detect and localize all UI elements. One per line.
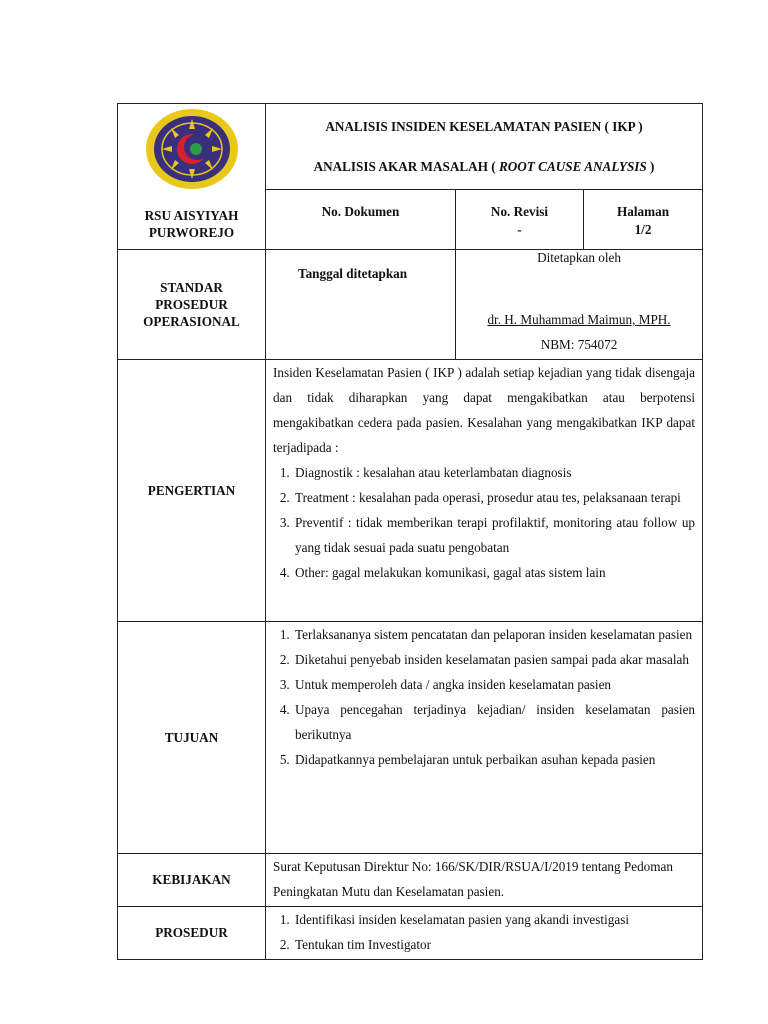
list-item: 4. Other: gagal melakukan komunikasi, gagal atas sistem lain: [293, 560, 695, 585]
tanggal-ditetapkan-label: Tanggal ditetapkan: [298, 266, 408, 281]
sop-table: [117, 103, 703, 960]
kebijakan-label: KEBIJAKAN: [152, 872, 231, 887]
halaman-cell: [584, 190, 703, 250]
document-title-cell: [266, 104, 703, 190]
list-item: 5. Didapatkannya pembelajaran untuk perbaikan asuhan kepada pasien: [293, 747, 695, 772]
no-dokumen-cell: [266, 190, 456, 250]
document-subtitle: ANALISIS AKAR MASALAH ( ROOT CAUSE ANALYSIS ): [313, 158, 655, 174]
hospital-identity-cell: [118, 104, 266, 250]
hospital-name-line2: PURWOREJO: [148, 224, 235, 240]
pengertian-content: [266, 360, 703, 622]
list-item: 1. Terlaksananya sistem pencatatan dan pelaporan insiden keselamatan pasien: [293, 622, 695, 647]
hospital-logo-icon: [144, 107, 240, 191]
kebijakan-label-cell: [118, 854, 266, 907]
document-title: ANALISIS INSIDEN KESELAMATAN PASIEN ( IKP ): [325, 118, 643, 134]
list-item: 2. Diketahui penyebab insiden keselamatan pasien sampai pada akar masalah: [293, 647, 695, 672]
ditetapkan-oleh-cell: [456, 250, 703, 360]
pengertian-list: [273, 460, 695, 585]
tujuan-list: [273, 622, 695, 772]
prosedur-label: PROSEDUR: [155, 925, 228, 940]
sop-label-line1: STANDAR: [160, 280, 223, 295]
list-item: 4. Upaya pencegahan terjadinya kejadian/ insiden keselamatan pasien berikutnya: [293, 697, 695, 747]
sop-label-cell: [118, 250, 266, 360]
pengertian-label-cell: [118, 360, 266, 622]
kebijakan-content: [266, 854, 703, 907]
no-revisi-label: No. Revisi: [490, 204, 549, 219]
pengertian-intro: Insiden Keselamatan Pasien ( IKP ) adalah setiap kejadian yang tidak disengaja dan tidak diharapkan yang dapat mengakibatkan atau berpotensi mengakibatkan cedera pada pasien. Kesalahan yang mengakibatkan IKP dapat terjadipada :: [273, 365, 696, 455]
sop-document: [117, 103, 702, 960]
signer-name: dr. H. Muhammad Maimun, MPH.: [487, 312, 671, 327]
sop-label-line2: PROSEDUR: [155, 297, 228, 312]
sop-label-line3: OPERASIONAL: [143, 314, 240, 329]
list-item: 1. Identifikasi insiden keselamatan pasien yang akandi investigasi: [293, 907, 695, 932]
list-item: 2. Tentukan tim Investigator: [293, 932, 695, 957]
tujuan-label-cell: [118, 622, 266, 854]
list-item: 3. Preventif : tidak memberikan terapi profilaktif, monitoring atau follow up yang tidak sesuai pada suatu pengobatan: [293, 510, 695, 560]
no-revisi-cell: [456, 190, 584, 250]
prosedur-list: [273, 907, 695, 957]
list-item: 3. Untuk memperoleh data / angka insiden keselamatan pasien: [293, 672, 695, 697]
halaman-value: 1/2: [634, 222, 652, 237]
list-item: 2. Treatment : kesalahan pada operasi, prosedur atau tes, pelaksanaan terapi: [293, 485, 695, 510]
prosedur-label-cell: [118, 907, 266, 960]
ditetapkan-oleh-label: Ditetapkan oleh: [537, 250, 621, 265]
pengertian-label: PENGERTIAN: [147, 482, 236, 498]
tujuan-label: TUJUAN: [164, 729, 219, 745]
no-dokumen-label: No. Dokumen: [321, 204, 400, 219]
list-item: 1. Diagnostik : kesalahan atau keterlambatan diagnosis: [293, 460, 695, 485]
prosedur-content: [266, 907, 703, 960]
halaman-label: Halaman: [617, 204, 670, 219]
kebijakan-text: Surat Keputusan Direktur No: 166/SK/DIR/RSUA/I/2019 tentang Pedoman Peningkatan Mutu dan Keselamatan pasien.: [273, 859, 673, 899]
tujuan-content: [266, 622, 703, 854]
tanggal-ditetapkan-cell: [266, 250, 456, 360]
signer-nbm: NBM: 754072: [540, 337, 618, 352]
no-revisi-value: -: [517, 222, 522, 237]
hospital-name-line1: RSU AISYIYAH: [144, 207, 239, 223]
